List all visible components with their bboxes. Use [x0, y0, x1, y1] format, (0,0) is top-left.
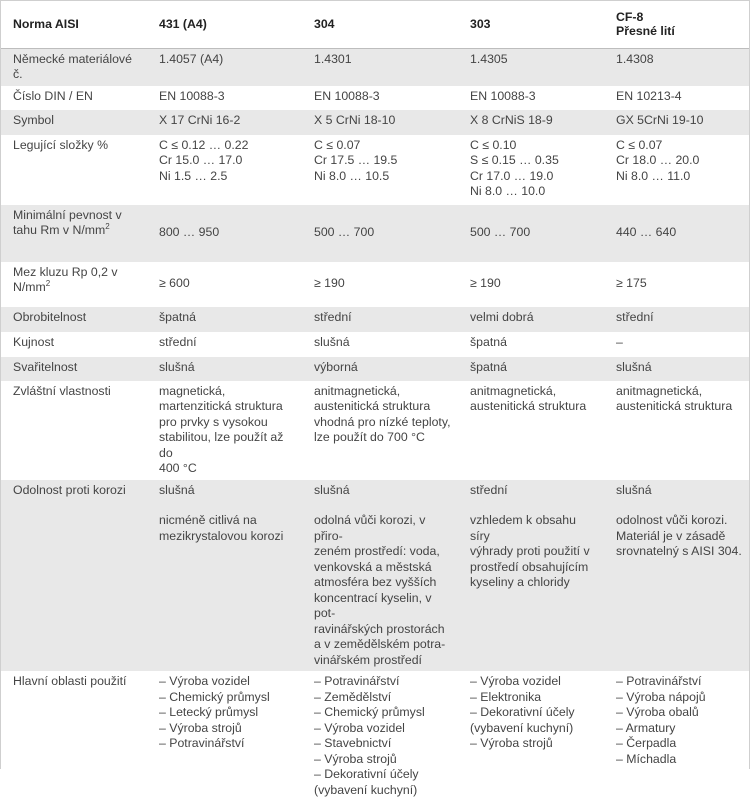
corrosion-note: vzhledem k obsahu síry výhrady proti použití v prostředí obsahujícím kyseliny a chloridy — [470, 513, 590, 589]
list-item: – Potravinářství — [159, 736, 245, 750]
list-item: – Výroba obalů — [616, 705, 699, 719]
header-304: 304 — [302, 1, 458, 48]
list-item: – Dekorativní účely (vybavení kuchyní) — [470, 705, 575, 735]
cell-303 — [458, 480, 604, 672]
list-item: – Výroba nápojů — [616, 689, 706, 704]
cell-431 — [147, 671, 302, 803]
list-item: – Potravinářství — [616, 674, 702, 688]
cell-303: X 8 CrNiS 18-9 — [458, 110, 604, 135]
list-item: – Chemický průmysl — [159, 689, 270, 704]
header-norma-aisi: Norma AISI — [1, 1, 147, 48]
cell-cf8: střední — [604, 307, 749, 332]
row-label — [1, 262, 147, 307]
list-item: – Výroba vozidel — [314, 720, 405, 735]
superscript-2: 2 — [45, 278, 51, 288]
row-label: Hlavní oblasti použití — [1, 671, 147, 803]
cell-303: C ≤ 0.10 S ≤ 0.15 … 0.35 Cr 17.0 … 19.0 Ni 8.0 … 10.0 — [458, 135, 604, 205]
cell-304: výborná — [302, 357, 458, 381]
row-material-number — [1, 48, 749, 86]
row-tensile-strength — [1, 205, 749, 262]
row-label: Obrobitelnost — [1, 307, 147, 332]
cell-431: ≥ 600 — [147, 262, 302, 307]
cell-303: EN 10088-3 — [458, 86, 604, 110]
row-label-text: Minimální pevnost v tahu Rm v N/mm — [13, 207, 122, 237]
cell-304: ≥ 190 — [302, 262, 458, 307]
cell-431: EN 10088-3 — [147, 86, 302, 110]
cell-431: střední — [147, 332, 302, 357]
row-label-text: Mez kluzu Rp 0,2 v N/mm — [13, 264, 118, 294]
cell-431: 1.4057 (A4) — [147, 48, 302, 86]
cell-304: 500 … 700 — [302, 205, 458, 262]
cell-303: špatná — [458, 332, 604, 357]
applications-list — [314, 674, 452, 798]
row-weldability — [1, 357, 749, 381]
superscript-2: 2 — [105, 221, 110, 231]
cell-304: 1.4301 — [302, 48, 458, 86]
header-cf8 — [604, 1, 749, 48]
cell-304: EN 10088-3 — [302, 86, 458, 110]
applications-list — [470, 674, 598, 752]
row-din-number — [1, 86, 749, 110]
list-item: – Výroba strojů — [159, 720, 242, 735]
cell-304: X 5 CrNi 18-10 — [302, 110, 458, 135]
cell-304 — [302, 671, 458, 803]
row-label: Kujnost — [1, 332, 147, 357]
cell-cf8: C ≤ 0.07 Cr 18.0 … 20.0 Ni 8.0 … 11.0 — [604, 135, 749, 205]
row-machinability — [1, 307, 749, 332]
header-431: 431 (A4) — [147, 1, 302, 48]
row-label: Číslo DIN / EN — [1, 86, 147, 110]
cell-431: špatná — [147, 307, 302, 332]
list-item: – Stavebnictví — [314, 736, 392, 750]
cell-cf8: anitmagnetická, austenitická struktura — [604, 381, 749, 480]
list-item: – Armatury — [616, 720, 676, 735]
corrosion-note: nicméně citlivá na mezikrystalovou korozi — [159, 513, 284, 543]
cell-304: C ≤ 0.07 Cr 17.5 … 19.5 Ni 8.0 … 10.5 — [302, 135, 458, 205]
list-item: – Míchadla — [616, 751, 677, 766]
list-item: – Elektronika — [470, 689, 542, 704]
corrosion-grade: slušná — [159, 482, 195, 497]
row-label: Legující složky % — [1, 135, 147, 205]
cell-cf8: slušná — [604, 357, 749, 381]
corrosion-grade: střední — [470, 482, 508, 497]
steel-comparison-table — [1, 1, 749, 803]
table-header-row — [1, 1, 749, 48]
cell-cf8: – — [604, 332, 749, 357]
header-cf8-line2: Přesné lití — [616, 24, 675, 39]
list-item: – Výroba strojů — [314, 751, 397, 766]
cell-304 — [302, 480, 458, 672]
corrosion-grade: slušná — [314, 482, 350, 497]
corrosion-note: odolná vůči korozi, v přiro- zeném prostředí: voda, venkovská a městská atmosféra bez vyšších koncentrací kyselin, v pot- ravinářských prostorách a v zemědělském potra- vinářském prostředí — [314, 513, 446, 667]
cell-303: špatná — [458, 357, 604, 381]
list-item: – Chemický průmysl — [314, 705, 425, 719]
corrosion-note: odolnost vůči korozi. Materiál je v zásadě srovnatelný s AISI 304. — [616, 513, 742, 558]
cell-431: X 17 CrNi 16-2 — [147, 110, 302, 135]
cell-cf8: EN 10213-4 — [604, 86, 749, 110]
list-item: – Výroba vozidel — [470, 674, 561, 688]
row-main-applications — [1, 671, 749, 803]
header-303: 303 — [458, 1, 604, 48]
header-cf8-line1: CF-8 — [616, 10, 644, 25]
cell-304: střední — [302, 307, 458, 332]
row-corrosion-resistance — [1, 480, 749, 672]
row-symbol — [1, 110, 749, 135]
row-forgeability — [1, 332, 749, 357]
cell-cf8: 440 … 640 — [604, 205, 749, 262]
cell-431: 800 … 950 — [147, 205, 302, 262]
cell-cf8: ≥ 175 — [604, 262, 749, 307]
corrosion-grade: slušná — [616, 482, 652, 497]
row-yield-strength — [1, 262, 749, 307]
cell-304: slušná — [302, 332, 458, 357]
row-label — [1, 205, 147, 262]
cell-cf8: 1.4308 — [604, 48, 749, 86]
row-alloy-components — [1, 135, 749, 205]
list-item: – Čerpadla — [616, 736, 677, 750]
applications-list — [616, 674, 743, 767]
cell-303: 1.4305 — [458, 48, 604, 86]
cell-303: ≥ 190 — [458, 262, 604, 307]
cell-303: 500 … 700 — [458, 205, 604, 262]
row-label: Symbol — [1, 110, 147, 135]
row-label: Německé materiálové č. — [1, 48, 147, 86]
list-item: – Zemědělství — [314, 689, 392, 704]
list-item: – Potravinářství — [314, 674, 400, 688]
cell-431: C ≤ 0.12 … 0.22 Cr 15.0 … 17.0 Ni 1.5 … 2.5 — [147, 135, 302, 205]
row-label: Zvláštní vlastnosti — [1, 381, 147, 480]
cell-cf8 — [604, 480, 749, 672]
cell-304: anitmagnetická, austenitická struktura vhodná pro nízké teploty, lze použít do 700 °C — [302, 381, 458, 480]
list-item: – Výroba vozidel — [159, 674, 250, 688]
list-item: – Letecký průmysl — [159, 705, 259, 719]
row-label: Odolnost proti korozi — [1, 480, 147, 672]
cell-303: anitmagnetická, austenitická struktura — [458, 381, 604, 480]
applications-list — [159, 674, 296, 752]
row-label: Svařitelnost — [1, 357, 147, 381]
cell-303 — [458, 671, 604, 803]
list-item: – Výroba strojů — [470, 736, 553, 750]
cell-431 — [147, 480, 302, 672]
cell-431: magnetická, martenzitická struktura pro prvky s vysokou stabilitou, lze použít až do 400 °C — [147, 381, 302, 480]
row-special-properties — [1, 381, 749, 480]
cell-cf8 — [604, 671, 749, 803]
list-item: – Dekorativní účely (vybavení kuchyní) — [314, 767, 419, 797]
cell-303: velmi dobrá — [458, 307, 604, 332]
cell-431: slušná — [147, 357, 302, 381]
cell-cf8: GX 5CrNi 19-10 — [604, 110, 749, 135]
